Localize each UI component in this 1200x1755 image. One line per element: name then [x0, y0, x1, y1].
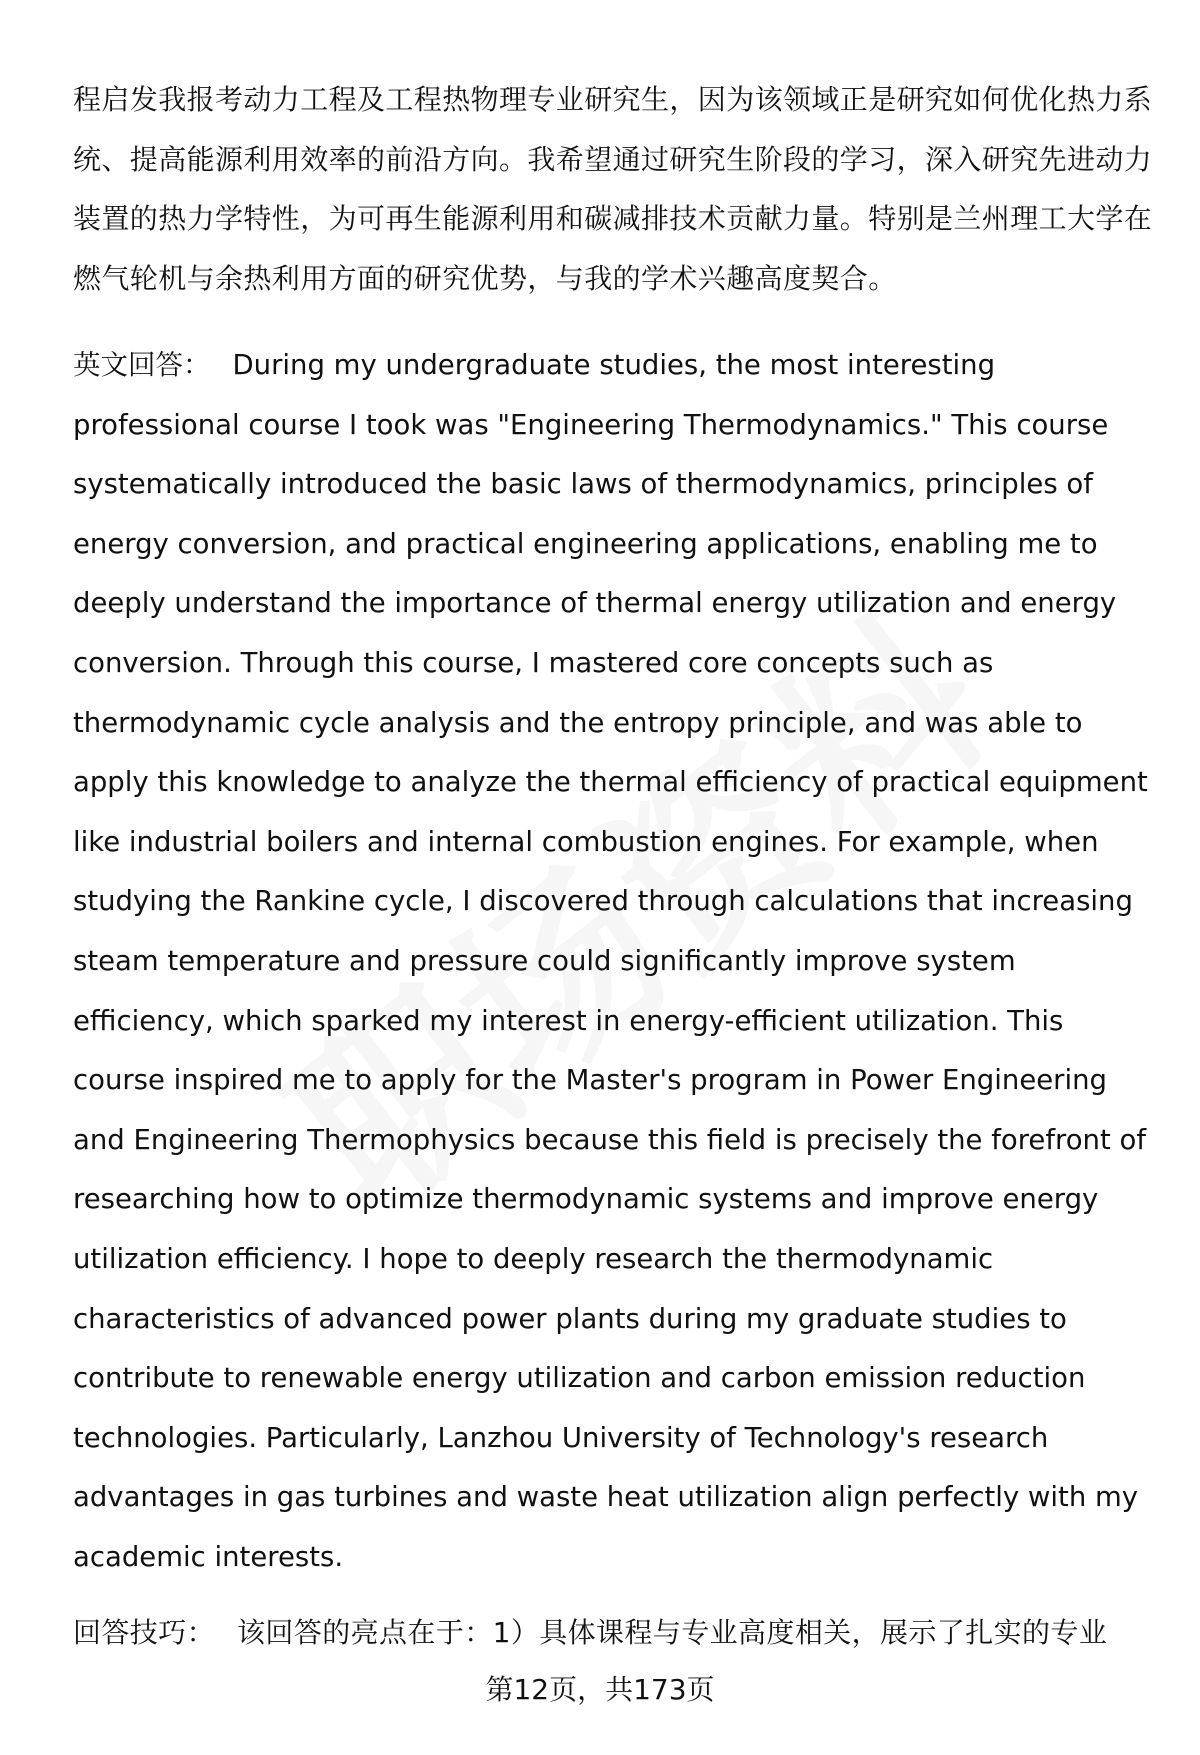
intro-paragraph: 程启发我报考动力工程及工程热物理专业研究生，因为该领域正是研究如何优化热力系统、提高能源利用效率的前沿方向。我希望通过研究生阶段的学习，深入研究先进动力装置的热力学特性，为可再生能源利用和碳减排技术贡献力量。特别是兰州理工大学在燃气轮机与余热利用方面的研究优势，与我的学术兴趣高度契合。: [73, 83, 1153, 295]
english-answer-text: During my undergraduate studies, the most interesting professional course I took was "Engineering Thermodynamics." This course systematically introduced the basic laws of thermodynamics, principles of energy conversion, and practical engineering applications, enabling me to deeply understand the importance of thermal energy utilization and energy conversion. Through this course, I mastered core concepts such as thermodynamic cycle analysis and the entropy principle, and was able to apply this knowledge to analyze the thermal efficiency of practical equipment like industrial boilers and internal combustion engines. For example, when studying the Rankine cycle, I discovered through calculations that increasing steam temperature and pressure could significantly improve system efficiency, which sparked my interest in energy-efficient utilization. This course inspired me to apply for the Master's program in Power Engineering and Engineering Thermophysics because this field is precisely the forefront of researching how to optimize thermodynamic systems and improve energy utilization efficiency. I hope to deeply research the thermodynamic characteristics of advanced power plants during my graduate studies to contribute to renewable energy utilization and carbon emission reduction technologies. Particularly, Lanzhou University of Technology's research advantages in gas turbines and waste heat utilization align perfectly with my academic interests.: [73, 349, 1148, 1573]
answer-tips-text: 该回答的亮点在于：1）具体课程与专业高度相关，展示了扎实的专业: [237, 1616, 1108, 1649]
answer-tips-label: 回答技巧：: [73, 1616, 216, 1649]
page-number-footer: 第12页，共173页: [485, 1673, 715, 1706]
english-answer-label: 英文回答：: [73, 349, 211, 381]
answer-tips-paragraph: [73, 1603, 1163, 1663]
english-answer-paragraph: [73, 336, 1163, 1587]
